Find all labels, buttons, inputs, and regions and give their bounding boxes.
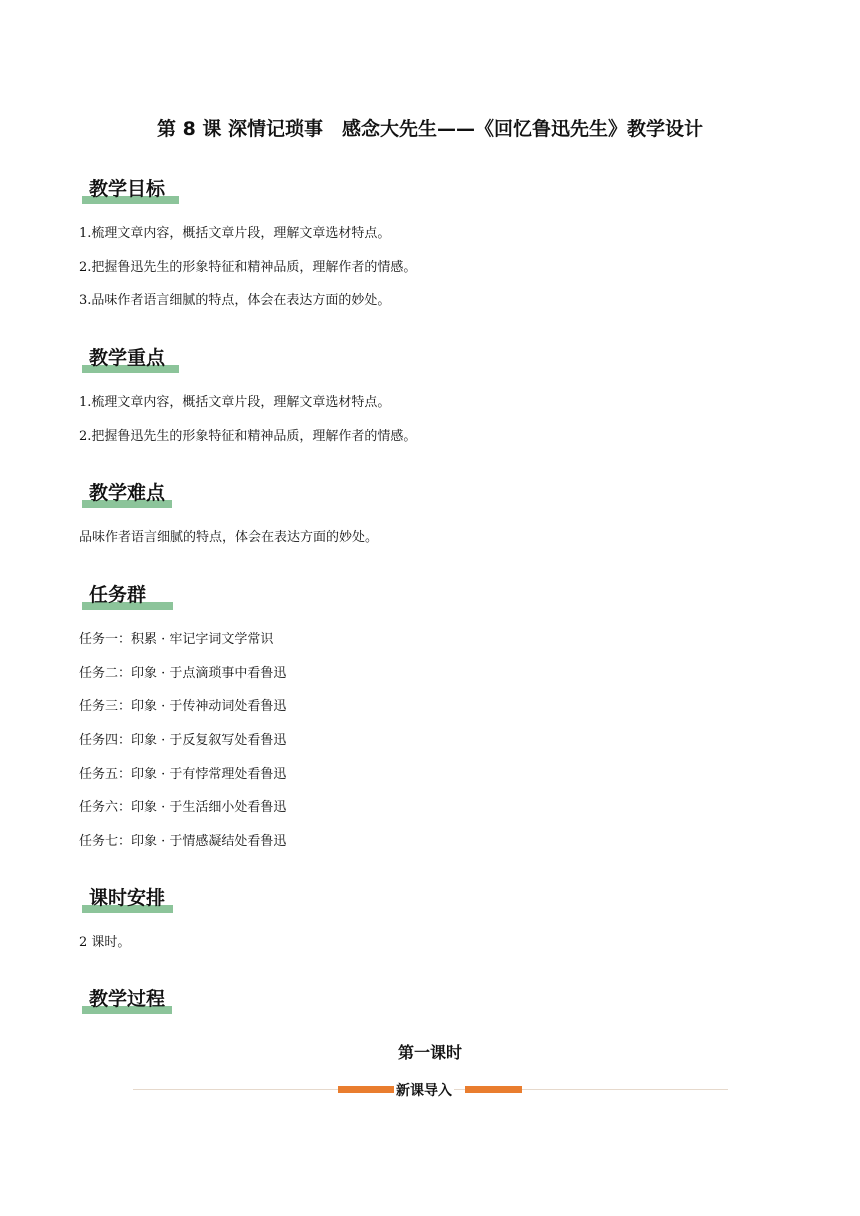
section-heading-schedule <box>82 885 165 913</box>
divider-accent-left <box>338 1086 395 1093</box>
section-heading-difficulties <box>82 480 165 508</box>
lesson-title: 第一课时 <box>397 1043 462 1062</box>
section-heading-tasks <box>82 582 146 610</box>
section-heading-process <box>82 986 165 1014</box>
section-heading-text: 任务群 <box>89 584 147 606</box>
section-heading-text: 教学目标 <box>89 178 166 200</box>
list-item: 1.梳理文章内容，概括文章片段，理解文章选材特点。 <box>79 226 391 241</box>
list-item: 任务一：积累 · 牢记字词文学常识 <box>79 632 274 647</box>
list-item: 任务五：印象 · 于有悖常理处看鲁迅 <box>79 767 287 782</box>
list-item: 2 课时。 <box>79 935 131 950</box>
subsection-title: 新课导入 <box>394 1080 454 1100</box>
list-item: 1.梳理文章内容，概括文章片段，理解文章选材特点。 <box>79 395 391 410</box>
section-heading-text: 课时安排 <box>89 887 166 909</box>
list-item: 任务三：印象 · 于传神动词处看鲁迅 <box>79 699 287 714</box>
list-item: 3.品味作者语言细腻的特点，体会在表达方面的妙处。 <box>79 293 391 308</box>
list-item: 任务七：印象 · 于情感凝结处看鲁迅 <box>79 834 287 849</box>
list-item: 品味作者语言细腻的特点，体会在表达方面的妙处。 <box>79 530 379 545</box>
list-item: 任务二：印象 · 于点滴琐事中看鲁迅 <box>79 666 287 681</box>
list-item: 2.把握鲁迅先生的形象特征和精神品质，理解作者的情感。 <box>79 260 417 275</box>
section-heading-text: 教学重点 <box>89 347 166 369</box>
section-heading-text: 教学过程 <box>89 988 166 1010</box>
section-heading-text: 教学难点 <box>89 482 166 504</box>
list-item: 任务六：印象 · 于生活细小处看鲁迅 <box>79 800 287 815</box>
divider-accent-right <box>465 1086 522 1093</box>
document-title: 第 8 课 深情记琐事 感念大先生——《回忆鲁迅先生》教学设计 <box>156 118 704 140</box>
list-item: 2.把握鲁迅先生的形象特征和精神品质，理解作者的情感。 <box>79 429 417 444</box>
section-heading-objectives <box>82 176 165 204</box>
list-item: 任务四：印象 · 于反复叙写处看鲁迅 <box>79 733 287 748</box>
section-heading-key-points <box>82 345 165 373</box>
